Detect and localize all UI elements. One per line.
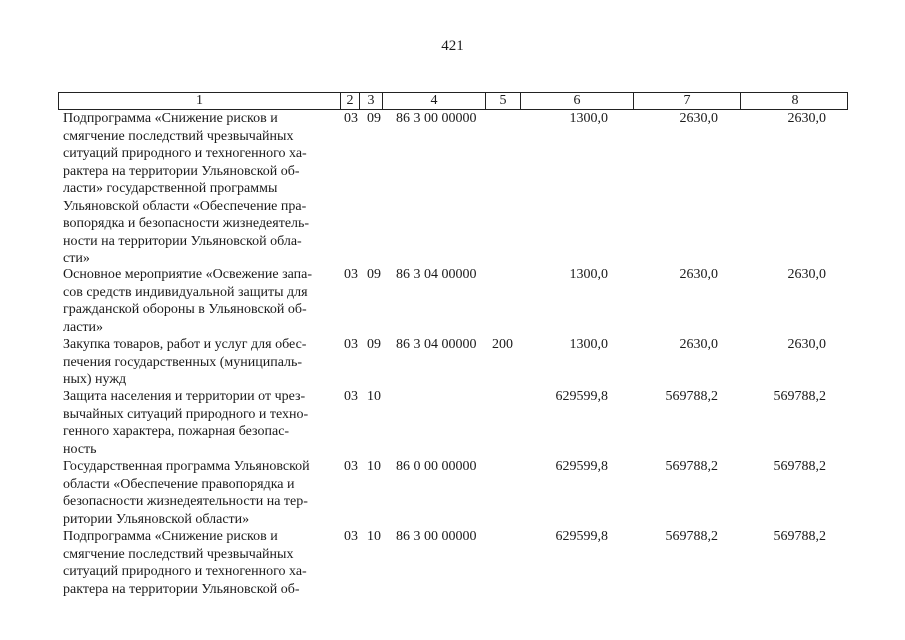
row-amount-2: 569788,2 xyxy=(665,529,718,544)
row-name: Подпрограмма «Снижение рисков и смягчение последствий чрезвычайных ситуаций природного и техногенного ха- рактера на территории Ульяновской об- ласти» государственной программы Ульяновской области «Обеспечение пра- вопорядка и безопасности жизнедеятель- ности на территории Ульяновской обла- сти» xyxy=(63,111,310,266)
row-subsection: 10 xyxy=(367,389,381,404)
row-section: 03 xyxy=(344,459,358,474)
header-col-6: 6 xyxy=(521,93,634,109)
header-col-5: 5 xyxy=(486,93,521,109)
row-target-code: 86 3 00 00000 xyxy=(396,111,477,126)
header-col-7: 7 xyxy=(634,93,741,109)
row-amount-3: 2630,0 xyxy=(787,337,826,352)
row-target-code: 86 3 00 00000 xyxy=(396,529,477,544)
row-name: Подпрограмма «Снижение рисков и смягчение последствий чрезвычайных ситуаций природного и техногенного ха- рактера на территории Ульяновской об- xyxy=(63,529,307,597)
row-amount-1: 1300,0 xyxy=(569,111,608,126)
row-amount-2: 2630,0 xyxy=(679,267,718,282)
row-name: Закупка товаров, работ и услуг для обес- печения государственных (муниципаль- ных) нужд xyxy=(63,337,307,387)
row-target-code: 86 3 04 00000 xyxy=(396,337,477,352)
row-name: Защита населения и территории от чрез- вычайных ситуаций природного и техно- генного характера, пожарная безопас- ность xyxy=(63,389,309,457)
row-section: 03 xyxy=(344,389,358,404)
row-amount-3: 569788,2 xyxy=(773,459,826,474)
row-subsection: 10 xyxy=(367,529,381,544)
row-amount-2: 569788,2 xyxy=(665,459,718,474)
row-amount-3: 569788,2 xyxy=(773,529,826,544)
page-number: 421 xyxy=(441,38,464,54)
row-name: Основное мероприятие «Освежение запа- сов средств индивидуальной защиты для гражданской обороны в Ульяновской об- ласти» xyxy=(63,267,313,335)
row-target-code: 86 0 00 00000 xyxy=(396,459,477,474)
row-subsection: 10 xyxy=(367,459,381,474)
row-amount-2: 2630,0 xyxy=(679,111,718,126)
row-amount-1: 1300,0 xyxy=(569,337,608,352)
row-section: 03 xyxy=(344,337,358,352)
row-section: 03 xyxy=(344,529,358,544)
header-col-1: 1 xyxy=(59,93,341,109)
row-subsection: 09 xyxy=(367,267,381,282)
row-amount-3: 569788,2 xyxy=(773,389,826,404)
row-amount-1: 629599,8 xyxy=(555,389,608,404)
header-col-4: 4 xyxy=(383,93,486,109)
row-amount-1: 629599,8 xyxy=(555,459,608,474)
row-expense-type: 200 xyxy=(492,337,513,352)
row-amount-1: 1300,0 xyxy=(569,267,608,282)
row-subsection: 09 xyxy=(367,337,381,352)
row-amount-1: 629599,8 xyxy=(555,529,608,544)
row-section: 03 xyxy=(344,111,358,126)
row-target-code: 86 3 04 00000 xyxy=(396,267,477,282)
row-amount-2: 569788,2 xyxy=(665,389,718,404)
row-amount-3: 2630,0 xyxy=(787,111,826,126)
row-subsection: 09 xyxy=(367,111,381,126)
header-col-2: 2 xyxy=(341,93,360,109)
header-col-3: 3 xyxy=(360,93,383,109)
header-col-8: 8 xyxy=(791,93,799,108)
row-amount-2: 2630,0 xyxy=(679,337,718,352)
row-name: Государственная программа Ульяновской области «Обеспечение правопорядка и безопасности жизнедеятельности на тер- ритории Ульяновской области» xyxy=(63,459,310,527)
row-amount-3: 2630,0 xyxy=(787,267,826,282)
table-header xyxy=(58,92,848,110)
row-section: 03 xyxy=(344,267,358,282)
